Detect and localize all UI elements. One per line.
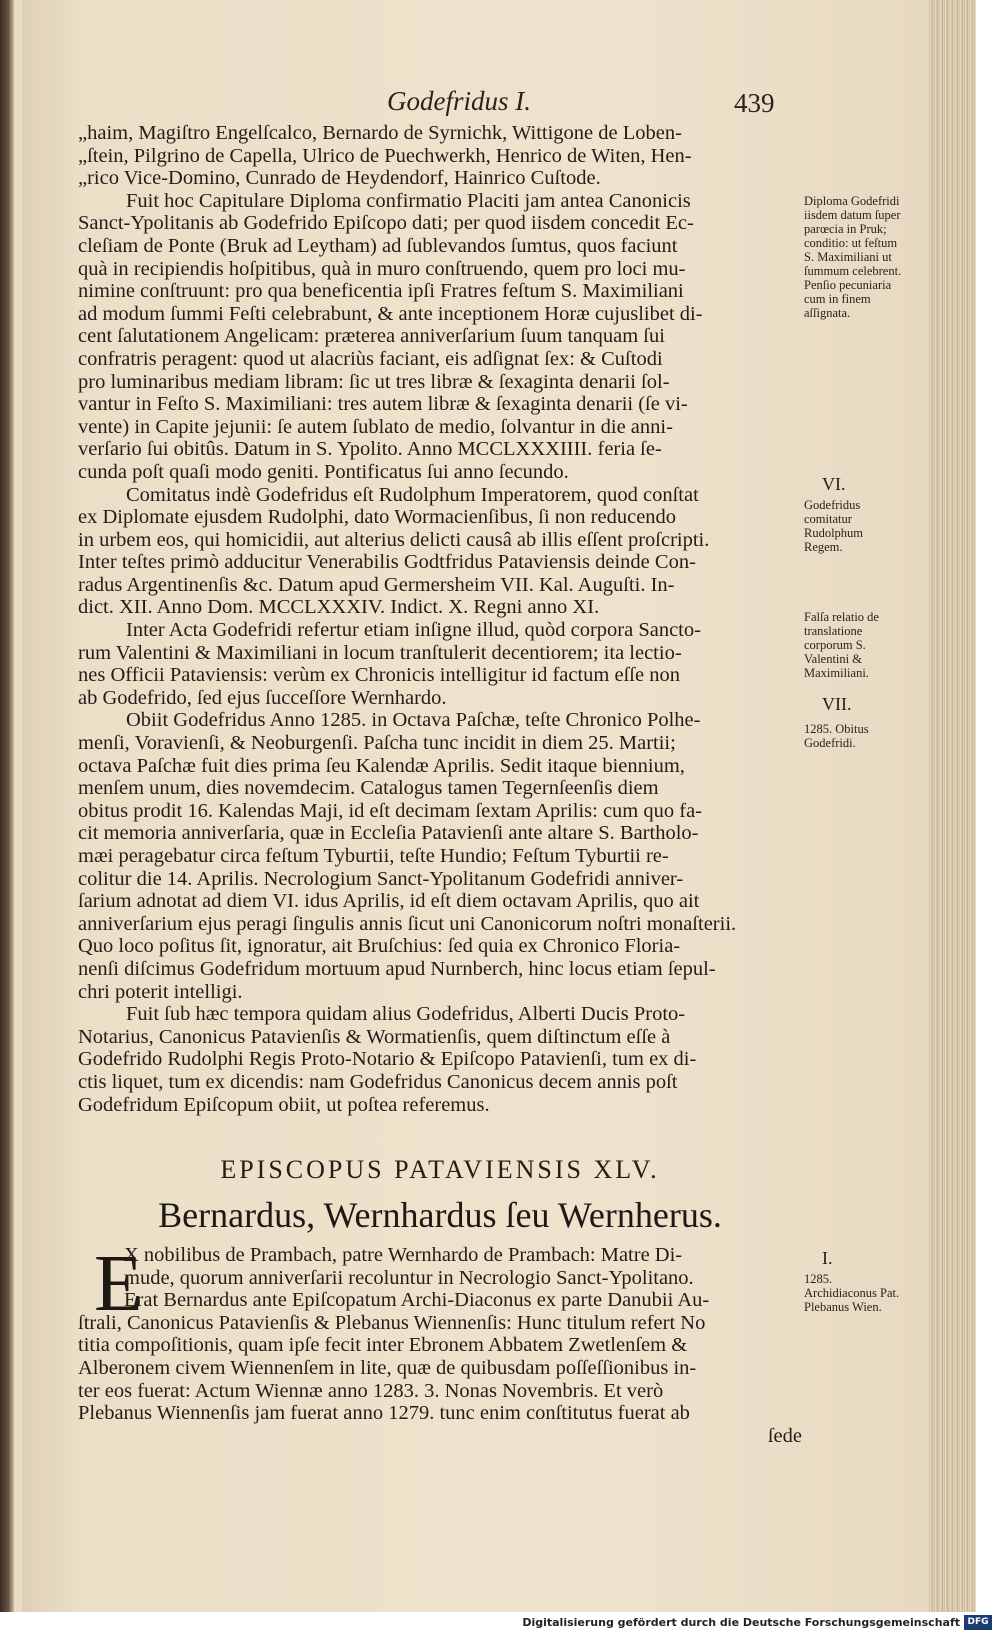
text-line: dict. XII. Anno Dom. MCCLXXXIV. Indict. X. Regni anno XI.	[78, 596, 600, 619]
text-line: octava Paſchæ fuit dies prima ſeu Kalendæ Aprilis. Sedit itaque biennium,	[78, 754, 685, 777]
dfg-logo: DFG	[964, 1615, 992, 1630]
text-line: colitur die 14. Aprilis. Necrologium Sanct-Ypolitanum Godefridi anniver-	[78, 867, 684, 890]
text-line: Inter teſtes primò adducitur Venerabilis Godtfridus Pataviensis deinde Con-	[78, 551, 696, 574]
text-line: Sanct-Ypolitanis ab Godefrido Epiſcopo dati; per quod iisdem concedit Ec-	[78, 212, 694, 235]
text-line: ſarium adnotat ad diem VI. idus Aprilis, id eſt diem octavam Aprilis, quo ait	[78, 890, 700, 913]
main-text-column	[78, 122, 802, 1116]
margin-numeral-i: I.	[822, 1248, 833, 1268]
section-text-line: Erat Bernardus ante Epiſcopatum Archi-Diaconus ex parte Danubii Au-	[124, 1289, 710, 1312]
section-text-line: Plebanus Wiennenſis jam fuerat anno 1279. tunc enim conſtitutus fuerat ab	[78, 1402, 690, 1425]
text-line: Fuit hoc Capitulare Diploma confirmatio Placiti jam antea Canonicis	[126, 189, 691, 212]
section-text-line: Alberonem civem Wiennenſem in lite, quæ de quibusdam poſſeſſionibus in-	[78, 1356, 697, 1379]
text-line: „rico Vice-Domino, Cunrado de Heydendorf, Hainrico Cuſtode.	[78, 167, 601, 190]
text-line: menſi, Voravienſi, & Neoburgenſi. Paſcha tunc incidit in diem 25. Martii;	[78, 732, 676, 755]
text-line: chri poterit intelligi.	[78, 980, 243, 1003]
text-line: menſem unum, dies novemdecim. Catalogus tamen Tegernſeenſis diem	[78, 777, 659, 800]
margin-note-obitus: 1285. Obitus Godefridi.	[804, 722, 869, 750]
section-heading: EPISCOPUS PATAVIENSIS XLV.	[220, 1155, 660, 1184]
text-line: cunda poſt quaſi modo geniti. Pontificatus ſui anno ſecundo.	[78, 460, 569, 483]
section-text-line: X nobilibus de Prambach, patre Wernhardo de Prambach: Matre Di-	[124, 1244, 683, 1266]
text-line: quà in recipiendis hoſpitibus, quà in muro conſtruendo, quem pro loci mu-	[78, 257, 686, 280]
margin-note-falsa-relatio: Falſa relatio de translatione corporum S. Valentini & Maximiliani.	[804, 610, 879, 680]
text-line: confratris peragent: quod ut alacriùs faciant, eis adſignat ſex: & Cuſtodi	[78, 347, 663, 370]
section-text-line: titia compoſitionis, quam ipſe fecit inter Ebronem Abbatem Zwetlenſem &	[78, 1334, 688, 1357]
text-line: in urbem eos, qui homicidii, aut alterius delicti causâ ab illis eſſent proſcripti.	[78, 528, 710, 551]
text-line: cit memoria anniverſaria, quæ in Eccleſia Patavienſi ante altare S. Bartholo-	[78, 822, 699, 845]
text-line: nimine conſtruunt: pro qua beneficentia ipſi Fratres feſtum S. Maximiliani	[78, 280, 684, 303]
text-line: Comitatus indè Godefridus eſt Rudolphum Imperatorem, quod conſtat	[126, 483, 699, 506]
text-line: cent ſalutationem Angelicam: præterea anniverſarium ſuum tanquam ſui	[78, 325, 665, 348]
text-line: ab Godefrido, ſed ejus ſucceſſore Wernhardo.	[78, 686, 447, 709]
text-line: Notarius, Canonicus Patavienſis & Wormatienſis, quem diſtinctum eſſe à	[78, 1025, 671, 1048]
text-line: cleſiam de Ponte (Bruk ad Leytham) ad ſublevandos ſumtus, quos faciunt	[78, 234, 678, 257]
text-line: radus Argentinenſis &c. Datum apud Germersheim VII. Kal. Auguſti. In-	[78, 573, 675, 596]
text-line: Godefridum Epiſcopum obiit, ut poſtea referemus.	[78, 1093, 490, 1116]
text-line: Fuit ſub hæc tempora quidam alius Godefridus, Alberti Ducis Proto-	[126, 1003, 686, 1026]
section-text-line: mude, quorum anniverſarii recoluntur in Necrologio Sanct-Ypolitano.	[124, 1266, 694, 1289]
text-line: rum Valentini & Maximiliani in locum tranſtulerit decentiorem; ita lectio-	[78, 641, 682, 664]
text-line: „ſtein, Pilgrino de Capella, Ulrico de Puechwerkh, Henrico de Witen, Hen-	[78, 144, 692, 167]
page-edge	[929, 0, 976, 1612]
text-line: ctis liquet, tum ex dicendis: nam Godefridus Canonicus decem annis poſt	[78, 1070, 678, 1093]
text-line: Inter Acta Godefridi refertur etiam inſigne illud, quòd corpora Sancto-	[126, 619, 701, 642]
margin-note-comitatur: Godefridus comitatur Rudolphum Regem.	[804, 498, 864, 554]
running-head: Godefridus I.	[387, 86, 531, 116]
section-text-line: ſede	[767, 1424, 802, 1447]
margin-note-archidiaconus: 1285. Archidiaconus Pat. Plebanus Wien.	[804, 1272, 900, 1314]
text-line: vantur in Feſto S. Maximiliani: tres autem libræ & ſexaginta denarii (ſe vi-	[78, 393, 688, 416]
page-sheet	[22, 0, 976, 1612]
text-line: nes Officii Pataviensis: verùm ex Chronicis intelligitur id factum eſſe non	[78, 664, 680, 687]
text-line: vente) in Capite jejunii: ſe autem ſublato de medio, ſolvantur in die anni-	[78, 415, 673, 438]
margin-numeral-vii: VII.	[822, 694, 852, 714]
page-header	[22, 86, 802, 120]
text-line: Obiit Godefridus Anno 1285. in Octava Paſchæ, teſte Chronico Polhe-	[126, 709, 701, 732]
section-text-line: ter eos fuerat: Actum Wiennæ anno 1283. 3. Nonas Novembris. Et verò	[78, 1379, 664, 1402]
text-line: Quo loco poſitus ſit, ignoratur, ait Bruſchius: ſed quia ex Chronico Floria-	[78, 935, 681, 958]
text-line: mæi peragebatur circa feſtum Tyburtii, teſte Hundio; Feſtum Tyburtii re-	[78, 845, 669, 867]
page-number: 439	[734, 88, 775, 118]
text-line: „haim, Magiſtro Engelſcalco, Bernardo de Syrnichk, Wittigone de Loben-	[78, 122, 682, 144]
book-binding	[0, 0, 14, 1612]
margin-numeral-vi: VI.	[822, 474, 846, 494]
drop-cap: E	[94, 1240, 143, 1328]
section-text-line: ſtrali, Canonicus Patavienſis & Plebanus Wiennenſis: Hunc titulum refert No	[78, 1311, 706, 1334]
text-line: ad modum ſummi Feſti celebrabunt, & ante inceptionem Horæ cujuslibet di-	[78, 302, 703, 325]
text-line: nenſi diſcimus Godefridum mortuum apud Nurnberch, hinc locus etiam ſepul-	[78, 957, 716, 980]
text-line: obitus prodit 16. Kalendas Maji, id eſt decimam ſextam Aprilis: cum quo fa-	[78, 799, 702, 822]
text-line: verſario ſui obitûs. Datum in S. Ypolito. Anno MCCLXXXIIII. feria ſe-	[78, 438, 662, 461]
text-line: anniverſarium ejus peragi ſingulis annis ſicut uni Canonicorum noſtri monaſterii.	[78, 912, 737, 935]
text-line: ex Diplomate ejusdem Rudolphi, dato Wormacienſibus, ſi non reducendo	[78, 506, 677, 529]
text-line: pro luminaribus mediam libram: ſic ut tres libræ & ſexaginta denarii ſol-	[78, 370, 670, 393]
digitization-credit: Digitalisierung gefördert durch die Deutsche Forschungsgemeinschaft	[522, 1616, 960, 1629]
section-title: Bernardus, Wernhardus ſeu Wernherus.	[158, 1195, 722, 1235]
footer-bar	[0, 1612, 1000, 1635]
margin-note-diploma: Diploma Godefridi iisdem datum ſuper parœcia in Pruk; conditio: ut feſtum S. Maximiliani ut ſummum celebrent. Penſio pecuniaria cum in finem aſſignata.	[804, 194, 902, 320]
section-text-column	[78, 1240, 802, 1447]
text-line: Godefrido Rudolphi Regis Proto-Notario & Epiſcopo Patavienſi, tum ex di-	[78, 1048, 697, 1071]
